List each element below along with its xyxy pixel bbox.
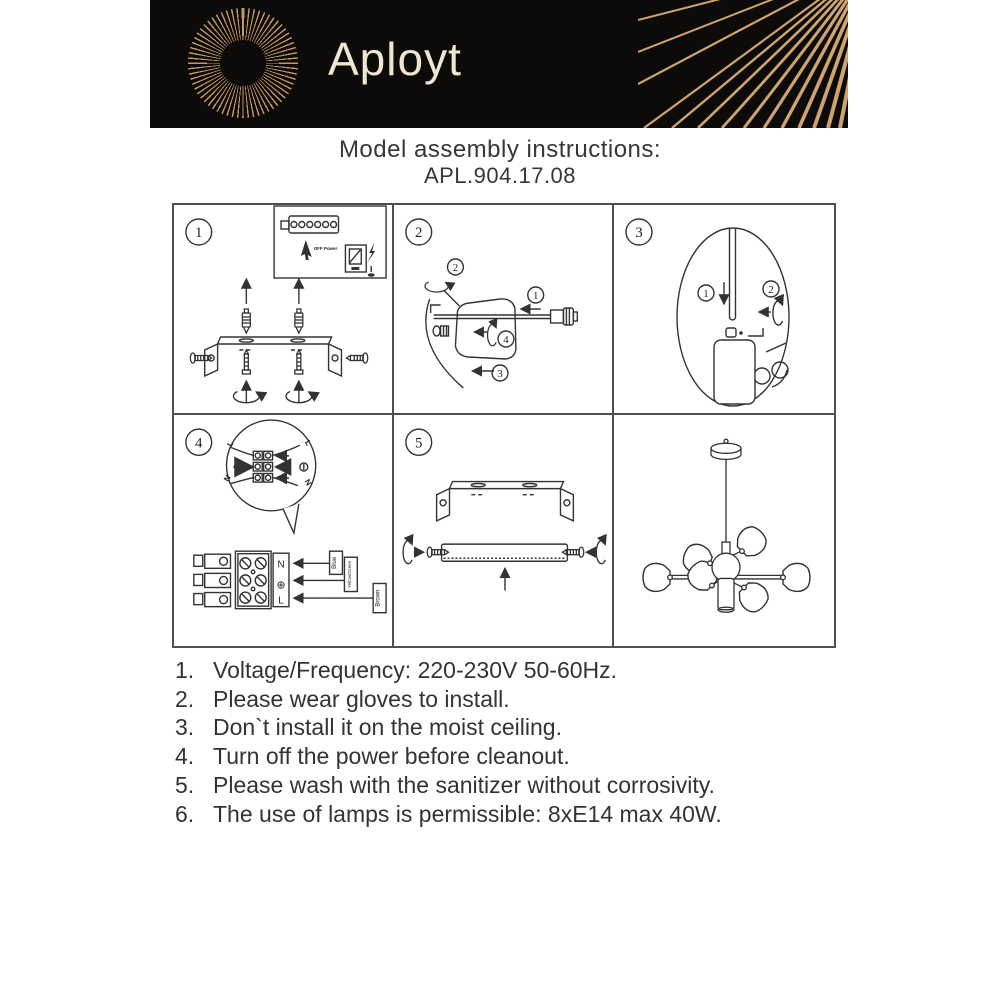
panel-3 [614, 205, 834, 415]
glass-shade [732, 522, 771, 561]
svg-text:5: 5 [415, 435, 423, 452]
power-off-inset [274, 206, 386, 278]
panel-number-badge [406, 429, 432, 455]
hub-body [714, 340, 755, 404]
breaker-box-icon [345, 245, 366, 272]
wiring-zoom-bubble [222, 420, 316, 533]
note-item [175, 742, 855, 771]
bracket-mounting-drawing [190, 279, 367, 403]
note-item [175, 800, 855, 829]
earth-symbol: ⊕ [276, 579, 286, 592]
svg-text:1: 1 [703, 288, 709, 300]
mounting-bracket [437, 482, 574, 521]
panel-1 [174, 205, 394, 415]
note-text: Please wash with the sanitizer without corrosivity. [213, 771, 715, 798]
note-text: The use of lamps is permissible: 8xE14 max 40W. [213, 800, 722, 827]
step-2-badge [763, 281, 779, 297]
panel5-diagram [394, 415, 612, 646]
wire-label-L: L [225, 439, 236, 449]
central-sphere [712, 553, 740, 581]
note-number: 5. [175, 771, 195, 798]
page-title: Model assembly instructions: [338, 136, 662, 163]
panel1-diagram [174, 205, 392, 413]
rotate-arrow-icon [488, 324, 497, 346]
wire-label-L: L [302, 438, 314, 448]
mounting-screw [295, 350, 303, 374]
lamp-socket [551, 308, 578, 325]
note-number: 3. [175, 714, 195, 741]
panel2-diagram [394, 205, 612, 413]
starburst-logo-icon [188, 8, 298, 118]
wall-anchor [242, 309, 250, 333]
panel-number-badge [186, 429, 212, 455]
step-1-badge [698, 285, 714, 301]
svg-text:4: 4 [195, 435, 203, 452]
terminal-block-drawing [194, 551, 386, 613]
step-4-badge [498, 331, 514, 347]
step-2-badge [448, 259, 464, 275]
note-text: Don`t install it on the moist ceiling. [213, 714, 562, 741]
svg-text:1: 1 [195, 224, 203, 242]
note-item [175, 685, 855, 714]
rotate-arrow-icon [596, 541, 605, 564]
panel-2 [394, 205, 614, 415]
panel-number-badge [626, 219, 652, 245]
panel-number-badge [186, 219, 212, 245]
svg-text:3: 3 [635, 225, 643, 241]
step-1-badge [528, 287, 544, 303]
note-item [175, 771, 855, 800]
terminal-label-L: L [278, 595, 284, 607]
svg-text:4: 4 [503, 333, 509, 347]
note-text: Turn off the power before cleanout. [213, 743, 570, 770]
panel3-diagram [614, 205, 834, 413]
svg-text:2: 2 [452, 261, 459, 275]
wire-label-N: N [222, 473, 233, 484]
model-number: APL.904.17.08 [423, 163, 577, 188]
notes-list [175, 656, 855, 828]
svg-text:2: 2 [768, 284, 774, 296]
pointing-hand-icon [301, 240, 312, 260]
wall-anchor [295, 309, 303, 333]
panel-5 [394, 415, 614, 646]
note-item [175, 713, 855, 742]
note-number: 2. [175, 685, 195, 712]
terminal-label-N: N [277, 559, 285, 571]
note-item [175, 656, 855, 685]
panel4-diagram [174, 415, 392, 646]
note-number: 4. [175, 743, 195, 770]
panel-6 [614, 415, 834, 646]
panel-4 [174, 415, 394, 646]
lightning-icon [367, 243, 375, 277]
glass-shade [734, 578, 773, 617]
wire-tag-yellow-green: Yellow/Green [346, 560, 352, 589]
svg-text:1: 1 [532, 289, 539, 303]
svg-text:3: 3 [497, 367, 503, 381]
ceiling-canopy [711, 443, 741, 453]
side-screw [346, 353, 367, 363]
step-3-badge [492, 365, 508, 381]
side-screw [427, 547, 448, 557]
mounting-screw [242, 350, 250, 374]
shade-outline [455, 299, 515, 359]
brand-wordmark: Aployt [328, 33, 462, 85]
inset-label: OFF Power [313, 245, 338, 252]
panel-number-badge [406, 219, 432, 245]
wire-tag-brown: Brown [375, 589, 382, 607]
side-screw [562, 547, 583, 557]
note-number: 6. [175, 800, 195, 827]
wire-label-N: N [302, 477, 314, 488]
rotate-arrow-icon [403, 541, 412, 564]
glass-shade [643, 563, 670, 591]
rays-decoration-icon [638, 0, 848, 128]
mounting-bracket [205, 337, 342, 376]
note-text: Please wear gloves to install. [213, 685, 510, 712]
glass-shade [783, 563, 810, 591]
brand-header [150, 0, 848, 128]
chandelier-drawing [614, 415, 834, 646]
svg-text:2: 2 [415, 224, 423, 242]
rotate-arrow-icon [773, 301, 783, 325]
wire-tag-blue: Blue [332, 556, 338, 569]
note-text: Voltage/Frequency: 220-230V 50-60Hz. [213, 657, 618, 683]
note-number: 1. [175, 657, 195, 683]
instruction-grid [172, 203, 836, 648]
